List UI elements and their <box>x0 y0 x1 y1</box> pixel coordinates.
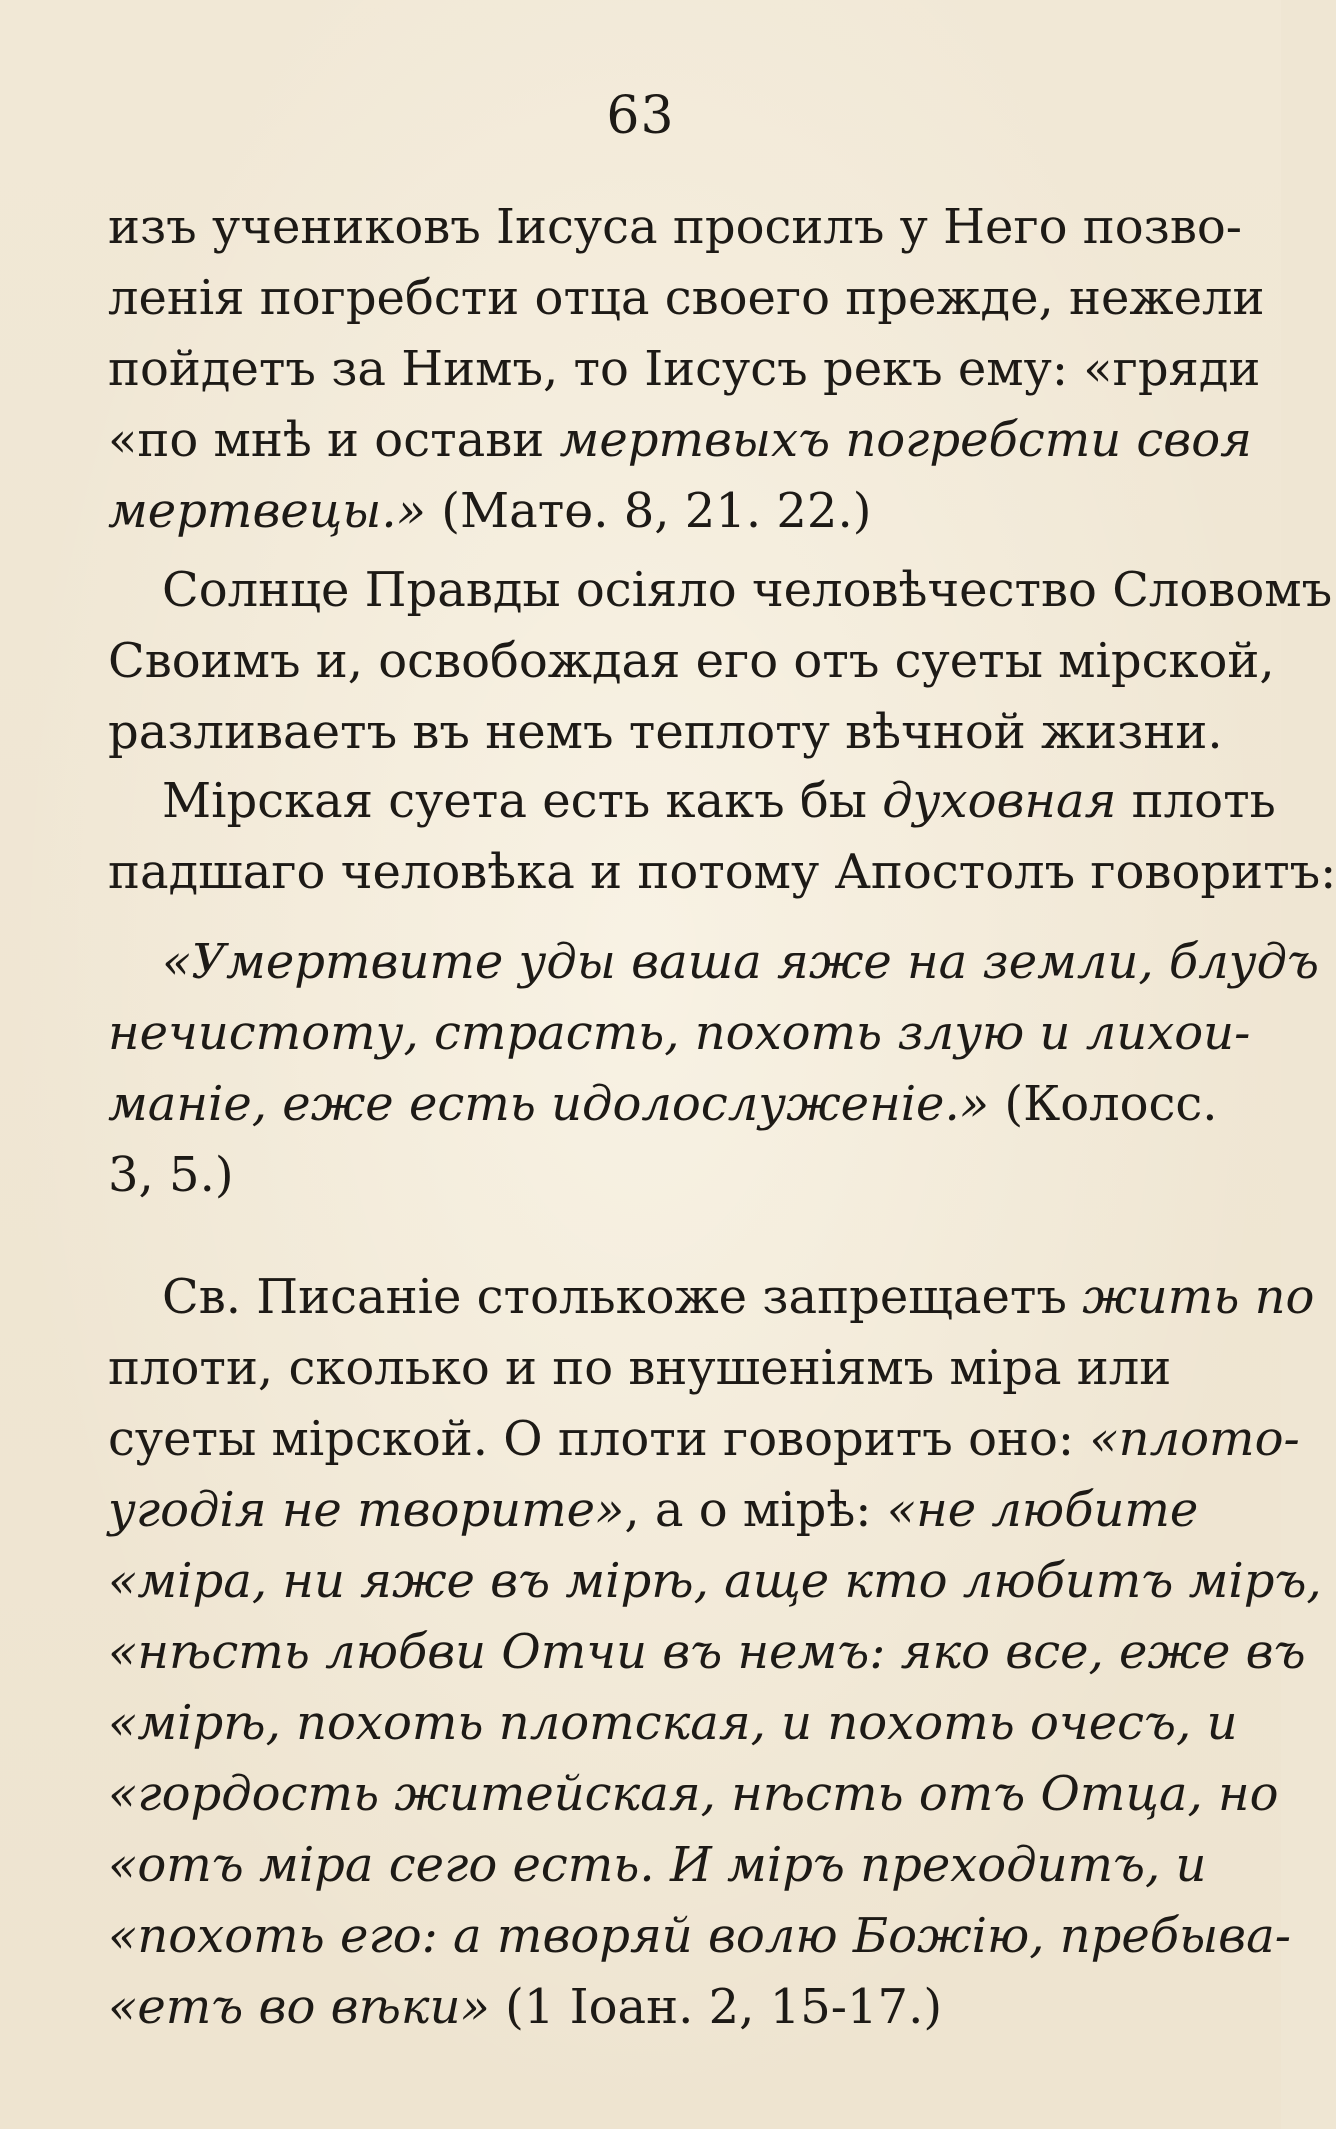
text-segment: ленія погребсти отца своего прежде, нежели <box>108 270 1265 326</box>
text-line <box>108 1759 1279 1830</box>
text-segment: изъ учениковъ Іисуса просилъ у Него позво- <box>108 199 1242 255</box>
italic-text-segment: «Умертвите уды ваша яже на земли, блудъ <box>162 934 1320 990</box>
text-segment: Св. Писаніе столькоже запрещаетъ <box>162 1269 1083 1325</box>
italic-text-segment: духовная <box>882 773 1117 829</box>
text-line <box>108 1262 1315 1333</box>
text-segment: пойдетъ за Нимъ, то Іисусъ рекъ ему: «гряди <box>108 341 1261 397</box>
italic-text-segment: «плото- <box>1089 1411 1300 1467</box>
text-line <box>108 837 1336 908</box>
text-line <box>108 1617 1306 1688</box>
text-segment: 3, 5.) <box>108 1147 234 1203</box>
italic-text-segment: «гордость житейская, нѣсть отъ Отца, но <box>108 1766 1279 1822</box>
text-segment: суеты мірской. О плоти говоритъ оно: <box>108 1411 1090 1467</box>
italic-text-segment: «похоть его: а творяй волю Божію, пребыва- <box>108 1908 1291 1964</box>
text-segment: Солнце Правды осіяло человѣчество Словомъ <box>162 562 1333 618</box>
paragraph-1 <box>108 192 1265 547</box>
text-line <box>108 1688 1238 1759</box>
text-line <box>108 697 1223 768</box>
paragraph-2 <box>108 555 1333 768</box>
text-line <box>108 334 1261 405</box>
text-line <box>108 1140 1214 1211</box>
paragraph-3 <box>108 766 1336 908</box>
text-segment: (Колосс. <box>989 1076 1218 1132</box>
italic-text-segment: жить по <box>1082 1269 1315 1325</box>
text-line <box>108 405 1252 476</box>
text-line <box>108 555 1333 626</box>
italic-text-segment: «нѣсть любви Отчи въ немъ: яко все, еже въ <box>108 1624 1306 1680</box>
text-segment: падшаго человѣка и потому Апостолъ говоритъ: <box>108 844 1336 900</box>
italic-text-segment: «отъ міра сего есть. И міръ преходитъ, и <box>108 1837 1207 1893</box>
text-line <box>108 766 1276 837</box>
text-segment: разливаетъ въ немъ теплоту вѣчной жизни. <box>108 704 1223 760</box>
text-line <box>108 1404 1300 1475</box>
italic-text-segment: нечистоту, страсть, похоть злую и лихои- <box>108 1005 1251 1061</box>
italic-text-segment: «етъ во вѣки» <box>108 1979 490 2035</box>
text-segment: (1 Іоан. 2, 15-17.) <box>489 1979 943 2035</box>
text-line <box>108 626 1275 697</box>
text-line <box>108 1069 1218 1140</box>
text-segment: Своимъ и, освобождая его отъ суеты мірской, <box>108 633 1275 689</box>
paragraph-4-quote <box>108 927 1320 1211</box>
text-line <box>108 476 1214 547</box>
text-line <box>108 998 1251 1069</box>
page-number: 63 <box>606 86 675 146</box>
text-line <box>108 263 1265 334</box>
text-line <box>108 192 1242 263</box>
italic-text-segment: «міра, ни яже въ мірѣ, аще кто любитъ міръ, <box>108 1553 1322 1609</box>
text-segment: плоти, сколько и по внушеніямъ міра или <box>108 1340 1172 1396</box>
text-line <box>108 1901 1291 1972</box>
text-segment: плоть <box>1116 773 1276 829</box>
text-line <box>108 1333 1214 1404</box>
text-segment: Мірская суета есть какъ бы <box>162 773 883 829</box>
text-line <box>108 1475 1214 1546</box>
text-line <box>108 927 1320 998</box>
italic-text-segment: угодія не творите» <box>108 1482 625 1538</box>
text-line <box>108 1972 1214 2043</box>
text-segment: (Матө. 8, 21. 22.) <box>426 483 872 539</box>
text-segment: «по мнѣ и остави <box>108 412 560 468</box>
text-segment: , а о мірѣ: <box>624 1482 887 1538</box>
text-line <box>108 1830 1214 1901</box>
italic-text-segment: «не любите <box>886 1482 1199 1538</box>
italic-text-segment: мертвецы.» <box>108 483 426 539</box>
paragraph-5 <box>108 1262 1322 2043</box>
italic-text-segment: маніе, еже есть идолослуженіе.» <box>108 1076 990 1132</box>
italic-text-segment: мертвыхъ погребсти своя <box>559 412 1252 468</box>
text-line <box>108 1546 1322 1617</box>
italic-text-segment: «мірѣ, похоть плотская, и похоть очесъ, и <box>108 1695 1238 1751</box>
